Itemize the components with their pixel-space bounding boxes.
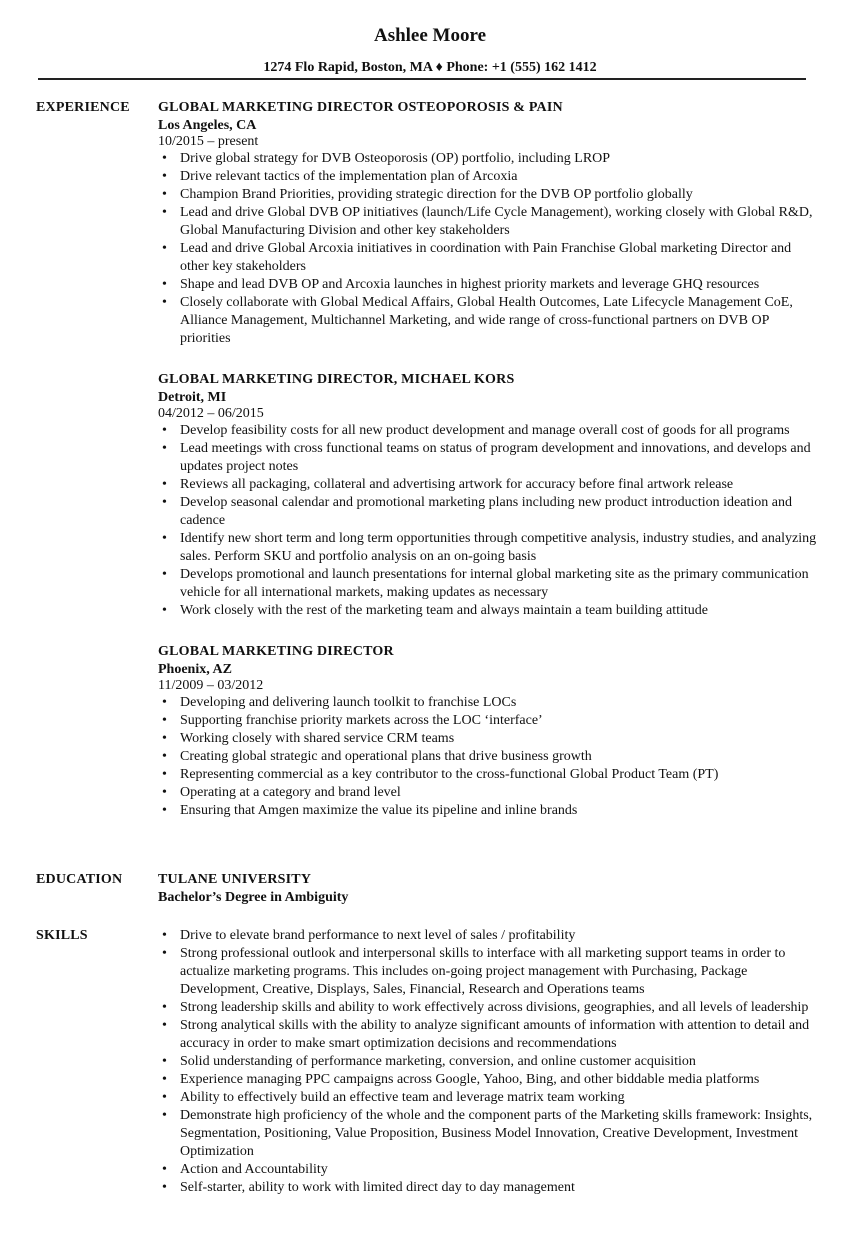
resume-name: Ashlee Moore bbox=[373, 25, 487, 46]
section-label-education: EDUCATION bbox=[36, 872, 123, 887]
job-dates: 10/2015 – present bbox=[158, 134, 259, 149]
list-item: • Develop feasibility costs for all new product development and manage overall cost of goods for all programs bbox=[158, 422, 818, 440]
section-label-skills: SKILLS bbox=[36, 928, 88, 943]
list-item: • Action and Accountability bbox=[158, 1161, 818, 1179]
list-item: • Strong leadership skills and ability to work effectively across divisions, geographies, and all levels of leadership bbox=[158, 999, 818, 1017]
list-item: • Ability to effectively build an effective team and leverage matrix team working bbox=[158, 1089, 818, 1107]
skills-list-container bbox=[158, 927, 818, 1197]
list-item: • Strong analytical skills with the ability to analyze significant amounts of information with attention to detail and accuracy in order to make smart optimization decisions and recommendations bbox=[158, 1017, 818, 1053]
list-item: • Lead and drive Global Arcoxia initiatives in coordination with Pain Franchise Global marketing Director and other key stakeholders bbox=[158, 240, 818, 276]
list-item: • Champion Brand Priorities, providing strategic direction for the DVB OP portfolio globally bbox=[158, 186, 818, 204]
list-item: • Closely collaborate with Global Medical Affairs, Global Health Outcomes, Late Lifecycle Management CoE, Alliance Management, Multichannel Marketing, and wide range of cross-functional partners on DVB OP priorities bbox=[158, 294, 818, 348]
list-item: • Operating at a category and brand level bbox=[158, 784, 818, 802]
experience-jobs bbox=[158, 99, 818, 834]
list-item: • Work closely with the rest of the marketing team and always maintain a team building attitude bbox=[158, 602, 818, 620]
job-dates: 04/2012 – 06/2015 bbox=[158, 406, 264, 421]
job-responsibilities bbox=[158, 150, 818, 348]
job-location: Detroit, MI bbox=[158, 390, 227, 405]
job-location: Phoenix, AZ bbox=[158, 662, 232, 677]
contact-line: 1274 Flo Rapid, Boston, MA ♦ Phone: +1 (555) 162 1412 bbox=[263, 60, 597, 75]
job-responsibilities bbox=[158, 694, 818, 820]
list-item: • Developing and delivering launch toolkit to franchise LOCs bbox=[158, 694, 818, 712]
job-entry bbox=[158, 99, 818, 348]
list-item: • Lead meetings with cross functional teams on status of program development and innovations, and develops and updates project notes bbox=[158, 440, 818, 476]
school-name: TULANE UNIVERSITY bbox=[158, 872, 312, 887]
list-item: • Working closely with shared service CRM teams bbox=[158, 730, 818, 748]
job-entry bbox=[158, 371, 818, 620]
list-item: • Demonstrate high proficiency of the whole and the component parts of the Marketing skills framework: Insights, Segmentation, Positioning, Value Proposition, Business Model Innovation, Creative Development, Investment Optimization bbox=[158, 1107, 818, 1161]
list-item: • Drive to elevate brand performance to next level of sales / profitability bbox=[158, 927, 818, 945]
list-item: • Develops promotional and launch presentations for internal global marketing site as the primary communication vehicle for all international markets, making updates as necessary bbox=[158, 566, 818, 602]
job-title: GLOBAL MARKETING DIRECTOR bbox=[158, 644, 394, 659]
list-item: • Shape and lead DVB OP and Arcoxia launches in highest priority markets and leverage GHQ resources bbox=[158, 276, 818, 294]
list-item: • Strong professional outlook and interpersonal skills to interface with all marketing support teams in order to actualize marketing programs. This includes on-going project management with Purchasing, Package Development, Creative, Displays, Sales, Financial, Research and Operations teams bbox=[158, 945, 818, 999]
job-entry bbox=[158, 643, 818, 820]
header-divider bbox=[38, 78, 806, 80]
job-location: Los Angeles, CA bbox=[158, 118, 257, 133]
job-responsibilities bbox=[158, 422, 818, 620]
list-item: • Self-starter, ability to work with limited direct day to day management bbox=[158, 1179, 818, 1197]
list-item: • Experience managing PPC campaigns across Google, Yahoo, Bing, and other biddable media platforms bbox=[158, 1071, 818, 1089]
job-dates: 11/2009 – 03/2012 bbox=[158, 678, 264, 693]
list-item: • Drive global strategy for DVB Osteoporosis (OP) portfolio, including LROP bbox=[158, 150, 818, 168]
list-item: • Reviews all packaging, collateral and advertising artwork for accuracy before final artwork release bbox=[158, 476, 818, 494]
list-item: • Lead and drive Global DVB OP initiatives (launch/Life Cycle Management), working closely with Global R&D, Global Manufacturing Division and other key stakeholders bbox=[158, 204, 818, 240]
list-item: • Develop seasonal calendar and promotional marketing plans including new product introduction ideation and cadence bbox=[158, 494, 818, 530]
degree: Bachelor’s Degree in Ambiguity bbox=[158, 890, 349, 905]
list-item: • Representing commercial as a key contributor to the cross-functional Global Product Team (PT) bbox=[158, 766, 818, 784]
skills-list bbox=[158, 927, 818, 1197]
education-entry bbox=[158, 871, 818, 906]
job-title: GLOBAL MARKETING DIRECTOR OSTEOPOROSIS & PAIN bbox=[158, 100, 563, 115]
list-item: • Ensuring that Amgen maximize the value its pipeline and inline brands bbox=[158, 802, 818, 820]
job-title: GLOBAL MARKETING DIRECTOR, MICHAEL KORS bbox=[158, 372, 515, 387]
list-item: • Solid understanding of performance marketing, conversion, and online customer acquisition bbox=[158, 1053, 818, 1071]
list-item: • Creating global strategic and operational plans that drive business growth bbox=[158, 748, 818, 766]
list-item: • Supporting franchise priority markets across the LOC ‘interface’ bbox=[158, 712, 818, 730]
list-item: • Identify new short term and long term opportunities through competitive analysis, industry studies, and analyzing sales. Perform SKU and portfolio analysis on an on-going basis bbox=[158, 530, 818, 566]
list-item: • Drive relevant tactics of the implementation plan of Arcoxia bbox=[158, 168, 818, 186]
section-label-experience: EXPERIENCE bbox=[36, 100, 130, 115]
